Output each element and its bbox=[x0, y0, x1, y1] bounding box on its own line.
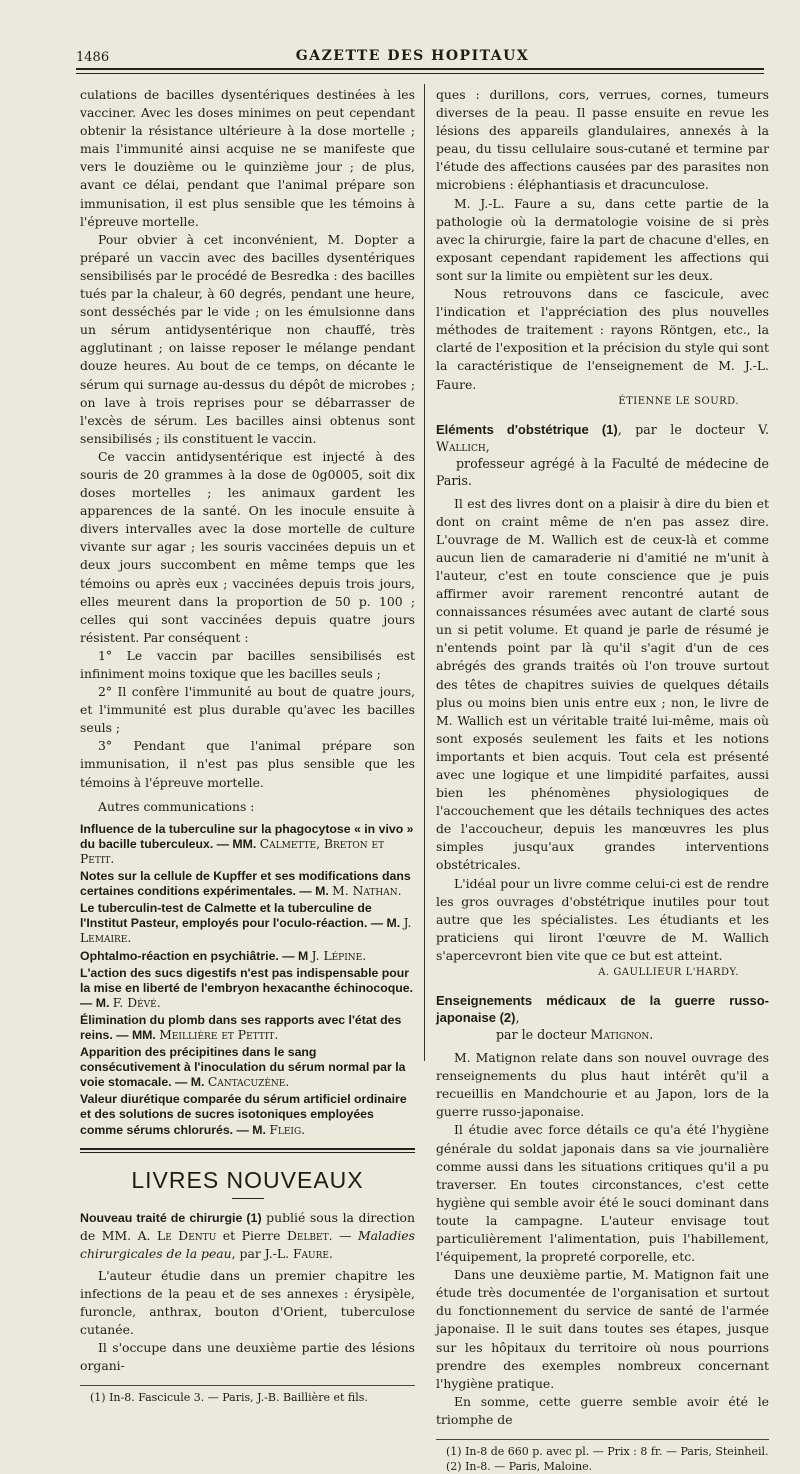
column-separator bbox=[424, 84, 425, 1061]
paragraph: M. Matignon relate dans son nouvel ouvrage des renseignements du plus haut intérêt qu'il a recueillis en Mandchourie et au Japon, lors de la guerre russo-japonaise. bbox=[436, 1050, 769, 1120]
communication-entry: Ophtalmo-réaction en psychiâtrie. — M J. Lépine. bbox=[80, 948, 367, 963]
page-number: 1486 bbox=[76, 50, 110, 65]
page-header bbox=[60, 46, 765, 68]
paragraph: L'auteur étudie dans un premier chapitre les infections de la peau et de ses annexes : érysipèle, furoncle, anthrax, bouton d'Orient, tuberculose cutanée. bbox=[80, 1267, 415, 1338]
paragraph: Il s'occupe dans une deuxième partie des lésions organi- bbox=[80, 1340, 415, 1374]
footnote-rule bbox=[436, 1439, 769, 1440]
conclusion-item: 1° Le vaccin par bacilles sensibilisés est infiniment moins toxique que les bacilles seuls ; bbox=[80, 647, 415, 681]
communication-entry: Valeur diurétique comparée du sérum artificiel ordinaire et des solutions de sucres isotoniques employées comme sérums chlorurés. — M. Fleig. bbox=[80, 1092, 407, 1137]
paragraph: Il est des livres dont on a plaisir à dire du bien et dont on craint même de n'en pas assez dire. L'ouvrage de M. Wallich est de ceux-là et comme aucun lien de camaraderie ni d'amitié ne m'unit à l'auteur, c'est en toute conscience que je puis affirmer avoir rarement rencontré autant de connaissances résumées avec autant de clarté sous un si petit volume. Et quand je parle de résumé je n'entends point par là qu'il s'agit d'un de ces abrégés des grands traités où l'on trouve surtout des têtes de chapitres suivies de quelques détails plus ou moins bien unis entre eux ; non, le livre de M. Wallich est un véritable traité lui-même, mais où sont exposés seulement les faits et les notions importants et bien acquis. Tout cela est présenté avec une logique et une limpidité parfaites, aussi bien les phénomènes physiologiques de l'accouchement que les détails techniques des actes de l'accoucheur, depuis les manœuvres les plus simples jusqu'aux grandes interventions obstétricales. bbox=[436, 495, 769, 873]
paragraph: Ce vaccin antidysentérique est injecté à des souris de 20 grammes à la dose de 0g0005, soit dix doses mortelles ; les animaux gardent les apparences de la santé. On les inocule ensuite à divers intervalles avec la dose mortelle de culture vivante sur agar ; les souris vaccinées depuis un et deux jours succombent en même temps que les témoins ou après eux ; vaccinées depuis trois jours, elles meurent dans la proportion de 50 p. 100 ; celles qui sont vaccinées depuis quatre jours résistent. Par conséquent : bbox=[80, 448, 415, 645]
section-rule-thin bbox=[80, 1152, 415, 1153]
other-communications-label: Autres communications : bbox=[98, 798, 255, 814]
section-title-rule bbox=[232, 1198, 264, 1199]
paragraph: ques : durillons, cors, verrues, cornes, tumeurs diverses de la peau. Il passe ensuite en revue les lésions des appareils glandulaires, annexés à la peau, du tissu cellulaire sous-cutané et termine par l'étude des affections causées par des parasites non microbiens : éléphantiasis et dracunculose. bbox=[436, 87, 769, 193]
conclusion-item: 2° Il confère l'immunité au bout de quatre jours, et l'immunité est plus durable qu'avec les bacilles seuls ; bbox=[80, 684, 415, 736]
paragraph: culations de bacilles dysentériques destinées à les vacciner. Avec les doses minimes on peut cependant obtenir la résistance ultérieure à la dose mortelle ; mais l'immunité ainsi acquise ne se manifeste que vers le douzième ou le quinzième jour ; de plus, avant ce délai, pendant que l'animal prépare son immunisation, il est plus sensible que les témoins à l'épreuve mortelle. bbox=[80, 87, 415, 229]
section-rule bbox=[80, 1148, 415, 1150]
section-title: LIVRES NOUVEAUX bbox=[131, 1166, 364, 1193]
header-rule bbox=[76, 68, 764, 70]
paragraph: Pour obvier à cet inconvénient, M. Dopter a préparé un vaccin avec des bacilles dysentériques sensibilisés par le procédé de Besredka : des bacilles tués par la chaleur, à 60 degrés, pendant une heure, sont desséchés par le vide ; on les émulsionne dans un sérum antidysentérique non chauffé, très agglutinant ; on laisse reposer le mélange pendant douze heures. Au bout de ce temps, on décante le sérum qui surnage au-dessus du dépôt de microbes ; on lave à trois reprises pour se débarrasser de l'excès de sérum. Les bacilles ainsi obtenus sont sensibilisés ; ils constituent le vaccin. bbox=[80, 231, 415, 446]
communication-entry: Élimination du plomb dans ses rapports avec l'état des reins. — MM. Meillière et Pettit. bbox=[80, 1012, 402, 1042]
review-signature: A. GAULLIEUR L'HARDY. bbox=[598, 967, 739, 979]
paragraph: L'idéal pour un livre comme celui-ci est de rendre les gros ouvrages d'obstétrique inutiles pour tout autre que les spécialistes. Les étudiants et les praticiens qui liront l'œuvre de M. Wallich s'apercevront bien vite que ce but est atteint. bbox=[436, 875, 769, 963]
paragraph: M. J.-L. Faure a su, dans cette partie de la pathologie où la dermatologie voisine de si près avec la chirurgie, faire la part de chacune d'elles, en exposant cependant rapidement les affections qui sont sur la limite ou empiètent sur les deux. bbox=[436, 195, 769, 283]
paragraph: Nous retrouvons dans ce fascicule, avec l'indication et l'appréciation des plus nouvelles méthodes de traitement : rayons Röntgen, etc., la clarté de l'exposition et la précision du style qui sont la caractéristique de l'enseignement de M. J.-L. Faure. bbox=[436, 286, 769, 392]
communication-entry: Le tuberculin-test de Calmette et la tuberculine de l'Institut Pasteur, employés pour l'oculo-réaction. — M. J. Lemaire. bbox=[80, 901, 412, 946]
communication-entry: Apparition des précipitines dans le sang consécutivement à l'inoculation du sérum normal par la voie stomacale. — M. Cantacuzène. bbox=[80, 1045, 406, 1090]
communication-entry: Influence de la tuberculine sur la phagocytose « in vivo » du bacille tuberculeux. — MM. Calmette, Breton et Petit. bbox=[80, 821, 414, 866]
left-column bbox=[80, 86, 415, 1405]
communication-entry: Notes sur la cellule de Kupffer et ses modifications dans certaines conditions expérimentales. — M. M. Nathan. bbox=[80, 869, 411, 899]
review-signature: ÉTIENNE LE SOURD. bbox=[618, 395, 739, 407]
review-title: Eléments d'obstétrique (1), par le docteur V. Wallich, professeur agrégé à la Faculté de médecine de Paris. bbox=[436, 421, 770, 488]
paragraph: Il étudie avec force détails ce qu'a été l'hygiène générale du soldat japonais dans sa vie journalière comme aussi dans les situations critiques qu'il a pu traverser. En toutes circonstances, c'est cette hygiène qui semble avoir été le souci dominant dans toute la campagne. L'auteur envisage tout particulièrement l'alimentation, puis l'habillement, l'équipement, la propreté corporelle, etc. bbox=[436, 1122, 769, 1265]
review-title: Nouveau traité de chirurgie (1) publié sous la direction de MM. A. Le Dentu et Pierre Delbet. — Maladies chirurgicales de la peau, par J.-L. Faure. bbox=[80, 1209, 415, 1261]
conclusion-item: 3° Pendant que l'animal prépare son immunisation, il n'est pas plus sensible que les témoins à l'épreuve mortelle. bbox=[80, 738, 415, 790]
paragraph: En somme, cette guerre semble avoir été le triomphe de bbox=[436, 1393, 769, 1427]
right-column bbox=[436, 86, 769, 1474]
footnote: (2) In-8. — Paris, Maloine. bbox=[446, 1460, 593, 1473]
paragraph: Dans une deuxième partie, M. Matignon fait une étude très documentée de l'organisation et surtout du fonctionnement du service de santé de l'armée japonaise. Il le suit dans toutes ses étapes, jusque sur les hôpitaux du territoire où nous pourrions prendre des exemples nombreux concernant l'hygiène pratique. bbox=[436, 1267, 769, 1391]
footnote-rule bbox=[80, 1385, 415, 1386]
communication-entry: L'action des sucs digestifs n'est pas indispensable pour la mise en liberté de l'embryon hexacanthe échinocoque. — M. F. Dévé. bbox=[80, 965, 413, 1010]
review-title: Enseignements médicaux de la guerre russo-japonaise (2), par le docteur Matignon. bbox=[436, 993, 769, 1043]
footnote: (1) In-8. Fascicule 3. — Paris, J.-B. Baillière et fils. bbox=[90, 1391, 368, 1405]
header-rule-thin bbox=[76, 73, 764, 74]
footnote: (1) In-8 de 660 p. avec pl. — Prix : 8 fr. — Paris, Steinheil. bbox=[446, 1445, 769, 1458]
journal-title: GAZETTE DES HOPITAUX bbox=[295, 48, 530, 64]
